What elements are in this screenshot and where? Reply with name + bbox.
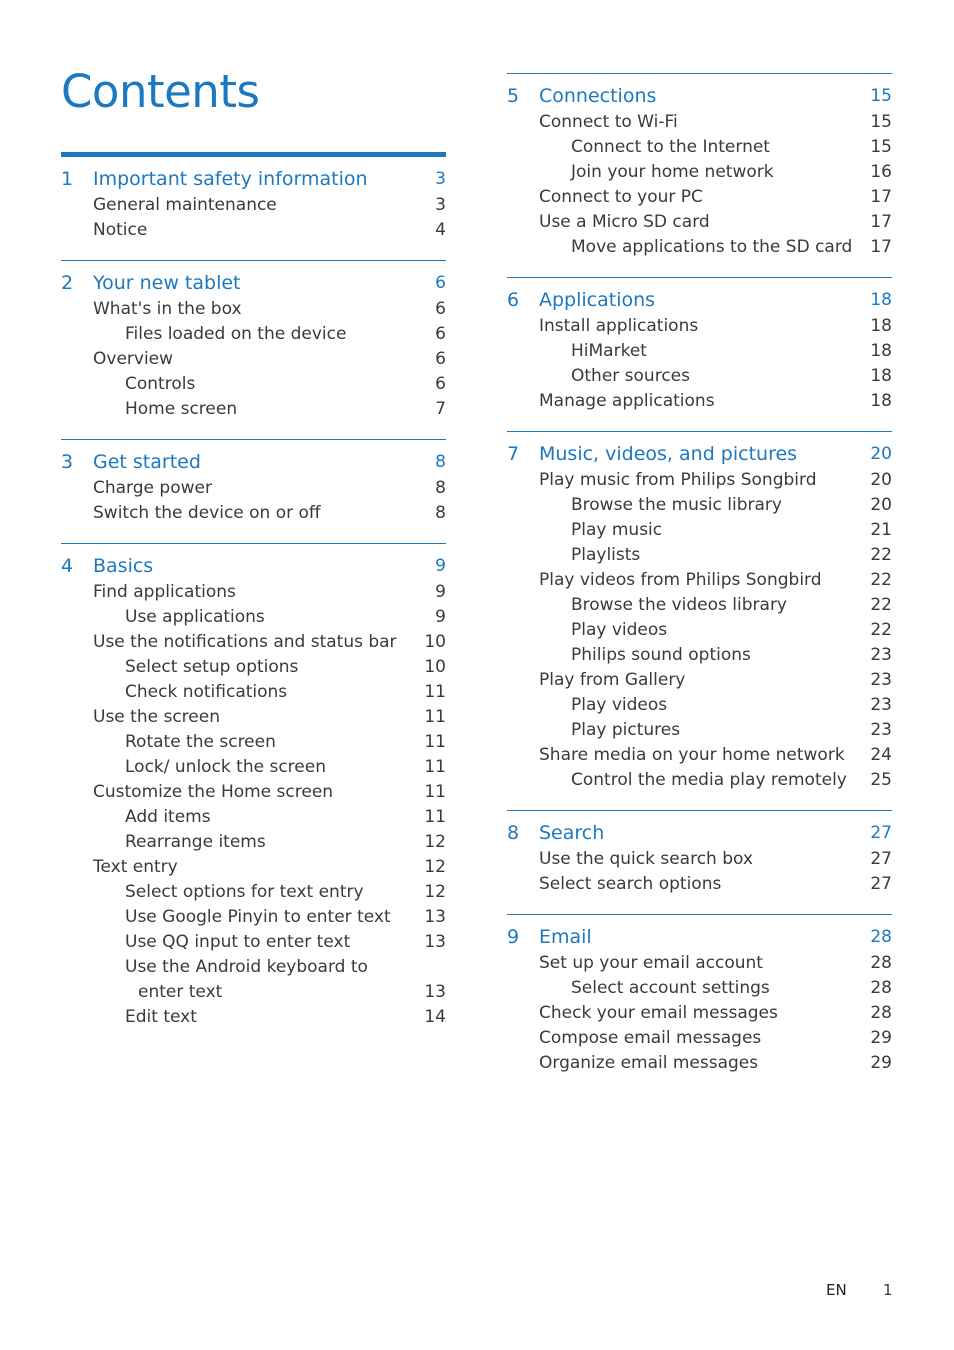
toc-entry-label[interactable]: Organize email messages: [539, 1053, 759, 1073]
toc-entry[interactable]: [507, 847, 892, 872]
section-page-number: 20: [870, 444, 892, 464]
toc-entry-label[interactable]: Set up your email account: [539, 953, 763, 973]
toc-entry[interactable]: [507, 1051, 892, 1076]
toc-entry[interactable]: [61, 605, 446, 630]
toc-entry[interactable]: [61, 780, 446, 805]
toc-entry[interactable]: [507, 110, 892, 135]
toc-entry-label[interactable]: Use the notifications and status bar: [93, 632, 397, 652]
toc-entry[interactable]: [507, 185, 892, 210]
toc-entry-label[interactable]: Browse the videos library: [571, 595, 787, 615]
toc-entry-label[interactable]: Browse the music library: [571, 495, 782, 515]
toc-entry-label[interactable]: What's in the box: [93, 299, 242, 319]
section-page-number: 27: [870, 823, 892, 843]
toc-entry[interactable]: [507, 135, 892, 160]
section-title[interactable]: Basics: [93, 555, 154, 577]
toc-entry-label[interactable]: Check your email messages: [539, 1003, 778, 1023]
toc-entry[interactable]: [507, 718, 892, 743]
toc-entry-page: 22: [870, 545, 892, 565]
toc-entry-label[interactable]: Use the screen: [93, 707, 220, 727]
toc-entry-label[interactable]: Play pictures: [571, 720, 681, 740]
toc-entry-page: 8: [435, 478, 446, 498]
section-title[interactable]: Important safety information: [93, 168, 368, 190]
toc-entry-label[interactable]: Use applications: [125, 607, 265, 627]
toc-entry-label[interactable]: Move applications to the SD card: [571, 237, 853, 257]
toc-entry-label[interactable]: Find applications: [93, 582, 236, 602]
toc-entry-page: 25: [870, 770, 892, 790]
toc-entry-label[interactable]: Share media on your home network: [539, 745, 845, 765]
toc-entry-page: 22: [870, 620, 892, 640]
toc-entry-label[interactable]: HiMarket: [571, 341, 647, 361]
toc-entry-page: 23: [870, 645, 892, 665]
section-page-number: 3: [435, 169, 446, 189]
toc-entry-label[interactable]: Select options for text entry: [125, 882, 364, 902]
toc-entry[interactable]: [507, 1001, 892, 1026]
toc-section-heading[interactable]: [507, 441, 892, 468]
toc-entry-label[interactable]: Use the quick search box: [539, 849, 753, 869]
toc-entry-label[interactable]: Controls: [125, 374, 196, 394]
toc-section: [507, 431, 892, 793]
toc-entry-page: 22: [870, 595, 892, 615]
toc-section: [507, 914, 892, 1076]
toc-entry[interactable]: [61, 630, 446, 655]
toc-entry-page: 23: [870, 670, 892, 690]
toc-entry-label[interactable]: enter text: [138, 982, 223, 1002]
toc-entry-page: 11: [424, 807, 446, 827]
toc-entry-label[interactable]: Play videos: [571, 695, 668, 715]
toc-entry[interactable]: [507, 951, 892, 976]
section-title[interactable]: Get started: [93, 451, 201, 473]
toc-entry[interactable]: [61, 880, 446, 905]
toc-entry[interactable]: [61, 322, 446, 347]
toc-entry[interactable]: [61, 905, 446, 930]
section-title[interactable]: Email: [539, 926, 592, 948]
toc-entry-page: 18: [870, 366, 892, 386]
toc-entry[interactable]: [507, 668, 892, 693]
toc-entry-label[interactable]: Play music: [571, 520, 663, 540]
section-number: 2: [61, 272, 74, 294]
toc-entry-label[interactable]: Play music from Philips Songbird: [539, 470, 817, 490]
section-title[interactable]: Search: [539, 822, 605, 844]
toc-entry-page: 3: [435, 195, 446, 215]
toc-entry[interactable]: [61, 830, 446, 855]
toc-entry-label[interactable]: Select setup options: [125, 657, 299, 677]
toc-entry-page: 9: [435, 582, 446, 602]
toc-entry-label[interactable]: Compose email messages: [539, 1028, 762, 1048]
toc-entry-page: 29: [870, 1053, 892, 1073]
toc-entry[interactable]: [61, 955, 446, 980]
toc-entry-page: 28: [870, 1003, 892, 1023]
toc-entry-label[interactable]: Connect to your PC: [539, 187, 703, 207]
toc-entry-label[interactable]: Play videos from Philips Songbird: [539, 570, 822, 590]
toc-entry[interactable]: [61, 372, 446, 397]
toc-entry[interactable]: [61, 680, 446, 705]
toc-entry[interactable]: [507, 568, 892, 593]
toc-section-heading[interactable]: [507, 83, 892, 110]
toc-entry-label[interactable]: Connect to the Internet: [571, 137, 770, 157]
section-number: 9: [507, 926, 520, 948]
section-title[interactable]: Connections: [539, 85, 657, 107]
toc-entry-label[interactable]: Other sources: [571, 366, 690, 386]
toc-section: [61, 543, 446, 1030]
toc-entry-label[interactable]: Use Google Pinyin to enter text: [125, 907, 391, 927]
toc-entry-page: 29: [870, 1028, 892, 1048]
toc-section: [507, 277, 892, 414]
toc-column-left: [61, 152, 446, 1047]
toc-entry-page: 10: [424, 632, 446, 652]
toc-entry-page: 4: [435, 220, 446, 240]
toc-entry-page: 17: [870, 187, 892, 207]
toc-section-heading[interactable]: [61, 449, 446, 476]
toc-entry[interactable]: [507, 643, 892, 668]
toc-entry[interactable]: [507, 872, 892, 897]
toc-entry[interactable]: [61, 805, 446, 830]
toc-entry-page: 17: [870, 237, 892, 257]
toc-section-heading[interactable]: [507, 287, 892, 314]
toc-entry-label[interactable]: Play from Gallery: [539, 670, 686, 690]
section-number: 8: [507, 822, 520, 844]
toc-entry[interactable]: [61, 347, 446, 372]
section-number: 4: [61, 555, 74, 577]
toc-entry-page: 22: [870, 570, 892, 590]
toc-entry-page: 23: [870, 695, 892, 715]
toc-entry[interactable]: [507, 593, 892, 618]
toc-entry-label[interactable]: Add items: [125, 807, 211, 827]
toc-entry[interactable]: [61, 501, 446, 526]
toc-section-heading[interactable]: [507, 820, 892, 847]
toc-entry-page: 11: [424, 682, 446, 702]
toc-entry[interactable]: [507, 235, 892, 260]
toc-entry-label[interactable]: Customize the Home screen: [93, 782, 334, 802]
toc-entry-label[interactable]: Notice: [93, 220, 148, 240]
toc-entry-label[interactable]: Check notifications: [125, 682, 288, 702]
toc-entry[interactable]: [507, 518, 892, 543]
toc-entry[interactable]: [61, 730, 446, 755]
section-number: 5: [507, 85, 520, 107]
toc-section-heading[interactable]: [61, 166, 446, 193]
toc-entry-page: 12: [424, 857, 446, 877]
toc-entry-page: 11: [424, 732, 446, 752]
toc-entry-label[interactable]: Use a Micro SD card: [539, 212, 710, 232]
toc-entry-page: 11: [424, 707, 446, 727]
page-title: Contents: [61, 65, 260, 118]
toc-entry-label[interactable]: Charge power: [93, 478, 212, 498]
toc-entry-page: 6: [435, 374, 446, 394]
toc-entry-label[interactable]: Files loaded on the device: [125, 324, 347, 344]
toc-entry[interactable]: [61, 580, 446, 605]
toc-entry-page: 18: [870, 341, 892, 361]
section-page-number: 18: [870, 290, 892, 310]
toc-entry-label[interactable]: Select search options: [539, 874, 722, 894]
toc-entry-label[interactable]: Connect to Wi-Fi: [539, 112, 678, 132]
toc-entry-page: 18: [870, 316, 892, 336]
toc-entry[interactable]: [61, 297, 446, 322]
toc-entry-label[interactable]: Rotate the screen: [125, 732, 276, 752]
toc-entry[interactable]: [507, 976, 892, 1001]
toc-entry-page: 20: [870, 495, 892, 515]
toc-entry-page: 6: [435, 299, 446, 319]
toc-entry-page: 9: [435, 607, 446, 627]
toc-entry-page: 12: [424, 882, 446, 902]
toc-entry-page: 13: [424, 907, 446, 927]
toc-entry-label[interactable]: Lock/ unlock the screen: [125, 757, 326, 777]
toc-entry[interactable]: [61, 930, 446, 955]
toc-entry[interactable]: [507, 364, 892, 389]
section-page-number: 28: [870, 927, 892, 947]
toc-column-right: [507, 73, 892, 1093]
toc-entry-page: 11: [424, 757, 446, 777]
toc-section: [61, 260, 446, 422]
footer-page-number: 1: [883, 1281, 893, 1299]
toc-entry[interactable]: [507, 743, 892, 768]
toc-entry-label[interactable]: Install applications: [539, 316, 699, 336]
toc-entry-label[interactable]: Text entry: [93, 857, 178, 877]
toc-entry[interactable]: [61, 655, 446, 680]
toc-entry-page: 6: [435, 349, 446, 369]
toc-entry-page: 13: [424, 982, 446, 1002]
toc-section-heading[interactable]: [61, 270, 446, 297]
toc-entry-page: 28: [870, 953, 892, 973]
toc-entry-page: 13: [424, 932, 446, 952]
toc-section: [61, 439, 446, 526]
toc-entry-label[interactable]: Use QQ input to enter text: [125, 932, 351, 952]
toc-section: [61, 152, 446, 243]
toc-entry-label[interactable]: Edit text: [125, 1007, 197, 1027]
toc-entry-page: 7: [435, 399, 446, 419]
toc-entry[interactable]: [507, 693, 892, 718]
toc-entry[interactable]: [61, 193, 446, 218]
toc-entry-label[interactable]: Play videos: [571, 620, 668, 640]
toc-entry[interactable]: [507, 339, 892, 364]
toc-entry[interactable]: [507, 160, 892, 185]
toc-entry-page: 17: [870, 212, 892, 232]
section-title[interactable]: Applications: [539, 289, 656, 311]
section-page-number: 8: [435, 452, 446, 472]
toc-section-heading[interactable]: [61, 553, 446, 580]
toc-entry-label[interactable]: Switch the device on or off: [93, 503, 321, 523]
section-page-number: 15: [870, 86, 892, 106]
toc-entry-label[interactable]: Select account settings: [571, 978, 770, 998]
section-page-number: 9: [435, 556, 446, 576]
toc-entry-page: 18: [870, 391, 892, 411]
toc-entry[interactable]: [507, 768, 892, 793]
toc-entry[interactable]: [61, 1005, 446, 1030]
toc-entry[interactable]: [507, 314, 892, 339]
toc-entry-page: 10: [424, 657, 446, 677]
toc-entry-label[interactable]: Home screen: [125, 399, 238, 419]
toc-entry-page: 16: [870, 162, 892, 182]
toc-entry[interactable]: [507, 1026, 892, 1051]
toc-entry-label[interactable]: Join your home network: [571, 162, 774, 182]
toc-entry-page: 6: [435, 324, 446, 344]
toc-section-heading[interactable]: [507, 924, 892, 951]
toc-entry-page: 23: [870, 720, 892, 740]
toc-entry-label[interactable]: Manage applications: [539, 391, 715, 411]
toc-entry-label[interactable]: Playlists: [571, 545, 641, 565]
toc-entry-page: 15: [870, 137, 892, 157]
toc-entry-page: 21: [870, 520, 892, 540]
footer-language: EN: [826, 1281, 847, 1299]
toc-entry-label[interactable]: General maintenance: [93, 195, 277, 215]
section-number: 6: [507, 289, 520, 311]
toc-entry-label[interactable]: Overview: [93, 349, 174, 369]
toc-entry-label[interactable]: Use the Android keyboard to: [125, 957, 368, 977]
toc-entry[interactable]: [507, 493, 892, 518]
toc-entry[interactable]: [507, 389, 892, 414]
toc-section: [507, 810, 892, 897]
toc-entry[interactable]: [507, 618, 892, 643]
toc-entry[interactable]: [61, 397, 446, 422]
toc-entry-label[interactable]: Control the media play remotely: [571, 770, 847, 790]
toc-entry[interactable]: [61, 476, 446, 501]
toc-entry[interactable]: [61, 855, 446, 880]
toc-entry-page: 8: [435, 503, 446, 523]
toc-entry-page: 12: [424, 832, 446, 852]
section-number: 1: [61, 168, 74, 190]
toc-entry-page: 15: [870, 112, 892, 132]
toc-entry-page: 11: [424, 782, 446, 802]
section-number: 3: [61, 451, 74, 473]
toc-entry-page: 24: [870, 745, 892, 765]
toc-entry[interactable]: [61, 705, 446, 730]
toc-entry[interactable]: [507, 468, 892, 493]
toc-entry-page: 28: [870, 978, 892, 998]
toc-entry-label[interactable]: Rearrange items: [125, 832, 266, 852]
toc-entry[interactable]: [507, 210, 892, 235]
toc-entry[interactable]: [61, 218, 446, 243]
toc-entry[interactable]: [61, 980, 446, 1005]
toc-section: [507, 73, 892, 260]
toc-entry-page: 27: [870, 874, 892, 894]
section-number: 7: [507, 443, 520, 465]
section-title[interactable]: Your new tablet: [93, 272, 241, 294]
section-title[interactable]: Music, videos, and pictures: [539, 443, 798, 465]
toc-entry-label[interactable]: Philips sound options: [571, 645, 751, 665]
toc-entry-page: 20: [870, 470, 892, 490]
toc-entry[interactable]: [61, 755, 446, 780]
section-page-number: 6: [435, 273, 446, 293]
toc-entry[interactable]: [507, 543, 892, 568]
toc-entry-page: 27: [870, 849, 892, 869]
toc-entry-page: 14: [424, 1007, 446, 1027]
